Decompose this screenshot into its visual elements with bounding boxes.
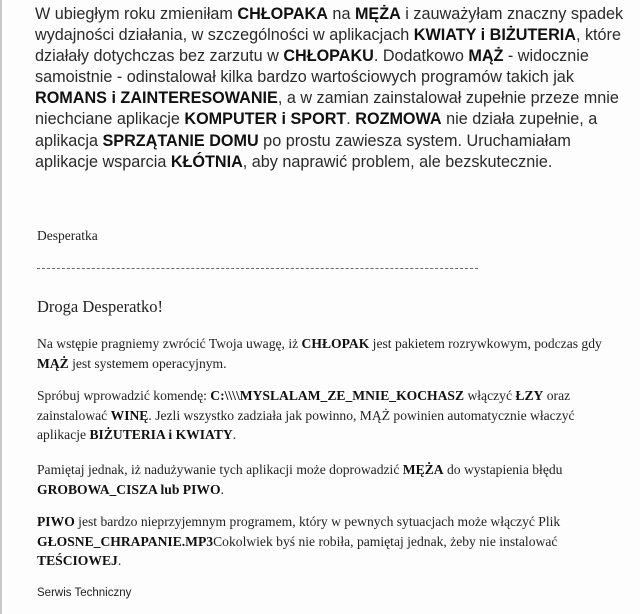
text-run: . Dodatkowo <box>373 47 469 66</box>
emphasized-term: KŁÓTNIA <box>170 152 243 171</box>
emphasized-term: C:\\\\MYSLALAM_ZE_MNIE_KOCHASZ <box>210 388 465 403</box>
text-run: nie działa zupełnie, a aplikacja <box>35 110 598 150</box>
text-run: . <box>232 427 237 442</box>
reply-signature: Serwis Techniczny <box>37 587 132 599</box>
emphasized-term: GŁOSNE_CHRAPANIE.MP3 <box>37 533 214 549</box>
divider-line <box>37 268 478 269</box>
text-run: Na wstępie pragniemy zwrócić Twoja uwagę, iż <box>37 336 302 351</box>
text-run: . <box>220 481 224 497</box>
text-run: Spróbuj wprowadzić komendę: <box>37 388 211 403</box>
letter-signature: Desperatka <box>37 228 98 243</box>
text-run: do wystapienia błędu <box>443 462 563 477</box>
emphasized-term: WINĘ <box>110 407 149 423</box>
text-run: Cokolwiek byś nie robiła, pamiętaj jednak, żeby nie instalować <box>213 533 558 549</box>
text-run: W ubiegłym roku zmieniłam <box>35 5 238 23</box>
text-run: oraz zainstalować <box>37 388 571 423</box>
reply-greeting: Droga Desperatko! <box>37 297 163 316</box>
emphasized-term: MĄŻ <box>468 47 504 66</box>
text-run: . Jezli wszystko zadziała jak powinno, MĄŻ powinien automatycznie właczyć aplikacje <box>37 407 575 442</box>
text-run: . <box>346 110 356 129</box>
emphasized-term: MĘŻA <box>402 462 444 477</box>
emphasized-term: GROBOWA_CISZA lub PIWO <box>37 481 221 497</box>
reply-paragraph <box>37 334 607 373</box>
emphasized-term: ŁZY <box>515 388 544 403</box>
text-run: jest pakietem rozrywkowym, podczas gdy <box>369 336 602 351</box>
emphasized-term: SPRZĄTANIE DOMU <box>102 131 259 150</box>
text-run: . <box>117 553 122 568</box>
text-run: Pamiętaj jednak, iż nadużywanie tych aplikacji może doprowadzić <box>37 462 403 477</box>
text-run: jest systemem operacyjnym. <box>68 355 227 371</box>
emphasized-term: ROMANS i ZAINTERESOWANIE <box>35 89 278 108</box>
reply-paragraph <box>37 386 607 445</box>
text-run: po prostu zawiesza system. Uruchamiałam aplikacje wsparcia <box>35 131 571 171</box>
emphasized-term: MĘŻA <box>354 5 401 23</box>
reply-paragraph <box>37 460 607 499</box>
text-run: - widocznie samoistnie - odinstalował kilka bardzo wartościowych programów takich jak <box>35 47 589 87</box>
emphasized-term: CHŁOPAKU <box>283 47 374 66</box>
emphasized-term: MĄŻ <box>37 355 69 371</box>
text-run: , które działały dotychczas bez zarzutu w <box>35 26 621 66</box>
reply-paragraph <box>37 512 607 571</box>
text-run: , aby naprawić problem, ale bezskutecznie. <box>242 152 553 171</box>
letter-body <box>35 4 625 173</box>
text-run: , a w zamian zainstalował zupełnie przeze mnie niechciane aplikacje <box>35 89 619 129</box>
text-run: i zauważyłam znaczny spadek wydajności działania, w szczególności w aplikacjach <box>35 5 624 45</box>
text-run: włączyć <box>464 388 516 403</box>
text-run: jest bardzo nieprzyjemnym programem, który w pewnych sytuacjach może włączyć Plik <box>74 514 561 529</box>
emphasized-term: BIŻUTERIA i KWIATY <box>89 427 233 442</box>
emphasized-term: ROZMOWA <box>355 110 442 129</box>
emphasized-term: KOMPUTER i SPORT <box>184 110 347 129</box>
emphasized-term: KWIATY i BIŻUTERIA <box>413 26 576 45</box>
text-run: na <box>327 5 355 23</box>
emphasized-term: TEŚCIOWEJ <box>37 553 118 568</box>
emphasized-term: CHŁOPAK <box>301 336 370 351</box>
emphasized-term: CHŁOPAKA <box>237 5 328 23</box>
emphasized-term: PIWO <box>37 514 75 529</box>
